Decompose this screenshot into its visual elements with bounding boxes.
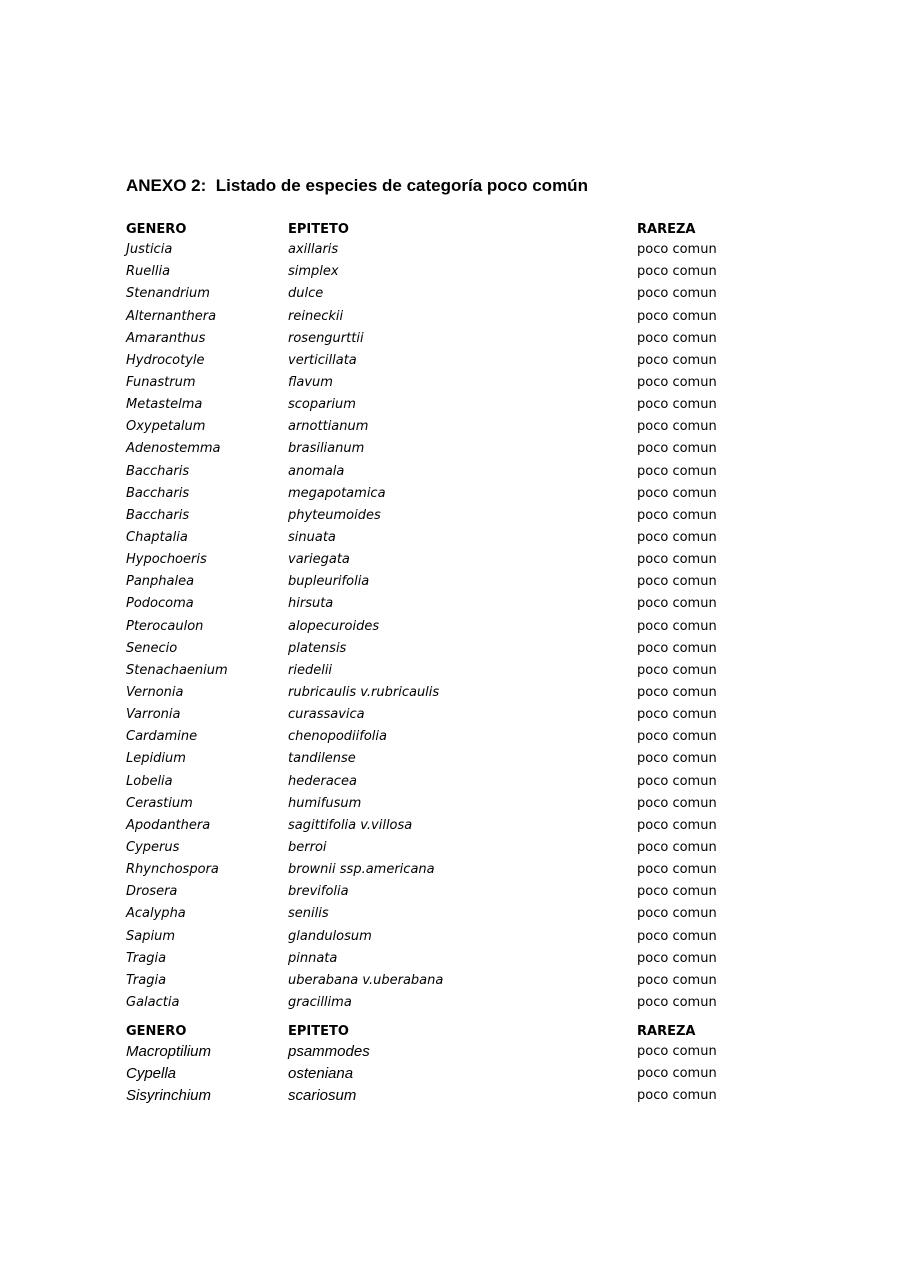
- genus-cell: Ruellia: [126, 264, 171, 280]
- epithet-cell: megapotamica: [288, 485, 386, 501]
- epithet-cell: bupleurifolia: [288, 574, 370, 590]
- epithet-cell: chenopodiifolia: [288, 729, 387, 745]
- rarity-cell: poco comun: [637, 463, 717, 479]
- genus-cell: Vernonia: [126, 684, 184, 700]
- genus-cell: Adenostemma: [126, 441, 221, 457]
- genus-cell: Lobelia: [126, 773, 173, 789]
- epithet-cell: phyteumoides: [288, 507, 381, 523]
- epithet-cell: scoparium: [288, 397, 356, 413]
- epithet-cell: flavum: [288, 374, 333, 390]
- rarity-cell: poco comun: [637, 308, 717, 324]
- rarity-cell: poco comun: [637, 374, 717, 390]
- epithet-cell: gracillima: [288, 994, 352, 1010]
- rarity-cell: poco comun: [637, 1088, 717, 1104]
- table-row: [126, 794, 826, 816]
- epithet-cell: brasilianum: [288, 441, 365, 457]
- rarity-cell: poco comun: [637, 596, 717, 612]
- genus-cell: Justicia: [126, 242, 173, 258]
- table-row: [126, 351, 826, 373]
- rarity-cell: poco comun: [637, 242, 717, 258]
- table-row: [126, 373, 826, 395]
- epithet-cell: brevifolia: [288, 884, 349, 900]
- table-row: [126, 417, 826, 439]
- genus-cell: Macroptilium: [126, 1043, 212, 1061]
- table-row: [126, 661, 826, 683]
- table-row: [126, 705, 826, 727]
- rarity-cell: poco comun: [637, 618, 717, 634]
- table-header-repeat: [126, 1020, 826, 1042]
- genus-cell: Tragia: [126, 950, 167, 966]
- genus-cell: Funastrum: [126, 374, 196, 390]
- header-rareza: RAREZA: [637, 1024, 696, 1039]
- genus-cell: Sapium: [126, 928, 175, 944]
- table-row: [126, 1064, 826, 1086]
- genus-cell: Stenachaenium: [126, 662, 228, 678]
- genus-cell: Cyperus: [126, 839, 180, 855]
- genus-cell: Alternanthera: [126, 308, 217, 324]
- table-row: [126, 284, 826, 306]
- table-row: [126, 462, 826, 484]
- epithet-cell: verticillata: [288, 352, 357, 368]
- rarity-cell: poco comun: [637, 419, 717, 435]
- species-table-continued: [126, 1020, 826, 1109]
- rarity-cell: poco comun: [637, 817, 717, 833]
- species-rows: [126, 240, 826, 1015]
- table-row: [126, 971, 826, 993]
- table-row: [126, 484, 826, 506]
- genus-cell: Cardamine: [126, 729, 198, 745]
- table-row: [126, 949, 826, 971]
- genus-cell: Galactia: [126, 994, 180, 1010]
- table-row: [126, 860, 826, 882]
- table-row: [126, 550, 826, 572]
- table-row: [126, 528, 826, 550]
- table-row: [126, 617, 826, 639]
- table-row: [126, 727, 826, 749]
- genus-cell: Stenandrium: [126, 286, 210, 302]
- table-row: [126, 639, 826, 661]
- table-row: [126, 307, 826, 329]
- genus-cell: Pterocaulon: [126, 618, 204, 634]
- rarity-cell: poco comun: [637, 485, 717, 501]
- epithet-cell: axillaris: [288, 242, 339, 258]
- table-row: [126, 749, 826, 771]
- epithet-cell: humifusum: [288, 795, 362, 811]
- epithet-cell: senilis: [288, 906, 329, 922]
- epithet-cell: riedelii: [288, 662, 333, 678]
- rarity-cell: poco comun: [637, 950, 717, 966]
- rarity-cell: poco comun: [637, 662, 717, 678]
- epithet-cell: variegata: [288, 552, 350, 568]
- genus-cell: Apodanthera: [126, 817, 211, 833]
- genus-cell: Metastelma: [126, 397, 203, 413]
- table-row: [126, 993, 826, 1015]
- rarity-cell: poco comun: [637, 352, 717, 368]
- rarity-cell: poco comun: [637, 1044, 717, 1060]
- epithet-cell: curassavica: [288, 707, 365, 723]
- table-row: [126, 882, 826, 904]
- rarity-cell: poco comun: [637, 507, 717, 523]
- genus-cell: Senecio: [126, 640, 178, 656]
- document-title: ANEXO 2: Listado de especies de categoría poco común: [126, 176, 588, 195]
- genus-cell: Hypochoeris: [126, 552, 207, 568]
- rarity-cell: poco comun: [637, 884, 717, 900]
- epithet-cell: platensis: [288, 640, 347, 656]
- rarity-cell: poco comun: [637, 906, 717, 922]
- table-row: [126, 395, 826, 417]
- rarity-cell: poco comun: [637, 640, 717, 656]
- epithet-cell: dulce: [288, 286, 324, 302]
- epithet-cell: berroi: [288, 839, 327, 855]
- table-row: [126, 439, 826, 461]
- rarity-cell: poco comun: [637, 330, 717, 346]
- rarity-cell: poco comun: [637, 529, 717, 545]
- genus-cell: Drosera: [126, 884, 178, 900]
- rarity-cell: poco comun: [637, 441, 717, 457]
- header-epiteto: EPITETO: [288, 1024, 349, 1039]
- genus-cell: Hydrocotyle: [126, 352, 205, 368]
- rarity-cell: poco comun: [637, 773, 717, 789]
- table-row: [126, 262, 826, 284]
- rarity-cell: poco comun: [637, 994, 717, 1010]
- rarity-cell: poco comun: [637, 286, 717, 302]
- rarity-cell: poco comun: [637, 862, 717, 878]
- table-row: [126, 904, 826, 926]
- table-row: [126, 683, 826, 705]
- table-row: [126, 838, 826, 860]
- table-row: [126, 816, 826, 838]
- epithet-cell: hirsuta: [288, 596, 334, 612]
- genus-cell: Baccharis: [126, 485, 190, 501]
- epithet-cell: uberabana v.uberabana: [288, 972, 444, 988]
- table-row: [126, 572, 826, 594]
- genus-cell: Amaranthus: [126, 330, 206, 346]
- table-row: [126, 506, 826, 528]
- genus-cell: Cerastium: [126, 795, 193, 811]
- epithet-cell: glandulosum: [288, 928, 372, 944]
- header-genero: GENERO: [126, 222, 187, 237]
- genus-cell: Lepidium: [126, 751, 186, 767]
- genus-cell: Tragia: [126, 972, 167, 988]
- species-table: [126, 218, 826, 1015]
- table-header: [126, 218, 826, 240]
- rarity-cell: poco comun: [637, 1066, 717, 1082]
- epithet-cell: psammodes: [288, 1043, 370, 1061]
- table-row: [126, 927, 826, 949]
- epithet-cell: brownii ssp.americana: [288, 862, 435, 878]
- rarity-cell: poco comun: [637, 552, 717, 568]
- genus-cell: Varronia: [126, 707, 181, 723]
- genus-cell: Acalypha: [126, 906, 186, 922]
- genus-cell: Baccharis: [126, 463, 190, 479]
- epithet-cell: osteniana: [288, 1065, 354, 1083]
- epithet-cell: reineckii: [288, 308, 344, 324]
- table-row: [126, 1042, 826, 1064]
- epithet-cell: simplex: [288, 264, 339, 280]
- epithet-cell: rubricaulis v.rubricaulis: [288, 684, 440, 700]
- epithet-cell: sinuata: [288, 529, 336, 545]
- header-epiteto: EPITETO: [288, 222, 349, 237]
- header-genero: GENERO: [126, 1024, 187, 1039]
- genus-cell: Rhynchospora: [126, 862, 219, 878]
- epithet-cell: tandilense: [288, 751, 356, 767]
- epithet-cell: sagittifolia v.villosa: [288, 817, 413, 833]
- table-row: [126, 240, 826, 262]
- epithet-cell: pinnata: [288, 950, 338, 966]
- genus-cell: Panphalea: [126, 574, 195, 590]
- epithet-cell: arnottianum: [288, 419, 369, 435]
- rarity-cell: poco comun: [637, 264, 717, 280]
- rarity-cell: poco comun: [637, 707, 717, 723]
- rarity-cell: poco comun: [637, 751, 717, 767]
- rarity-cell: poco comun: [637, 397, 717, 413]
- species-rows-continued: [126, 1042, 826, 1108]
- rarity-cell: poco comun: [637, 574, 717, 590]
- table-row: [126, 329, 826, 351]
- table-row: [126, 594, 826, 616]
- header-rareza: RAREZA: [637, 222, 696, 237]
- rarity-cell: poco comun: [637, 928, 717, 944]
- genus-cell: Baccharis: [126, 507, 190, 523]
- genus-cell: Cypella: [126, 1065, 177, 1083]
- epithet-cell: anomala: [288, 463, 345, 479]
- rarity-cell: poco comun: [637, 795, 717, 811]
- rarity-cell: poco comun: [637, 729, 717, 745]
- genus-cell: Sisyrinchium: [126, 1087, 212, 1105]
- epithet-cell: scariosum: [288, 1087, 357, 1105]
- genus-cell: Oxypetalum: [126, 419, 206, 435]
- epithet-cell: hederacea: [288, 773, 357, 789]
- epithet-cell: alopecuroides: [288, 618, 380, 634]
- rarity-cell: poco comun: [637, 972, 717, 988]
- genus-cell: Chaptalia: [126, 529, 188, 545]
- rarity-cell: poco comun: [637, 839, 717, 855]
- rarity-cell: poco comun: [637, 684, 717, 700]
- table-row: [126, 1086, 826, 1108]
- genus-cell: Podocoma: [126, 596, 194, 612]
- epithet-cell: rosengurttii: [288, 330, 364, 346]
- table-row: [126, 772, 826, 794]
